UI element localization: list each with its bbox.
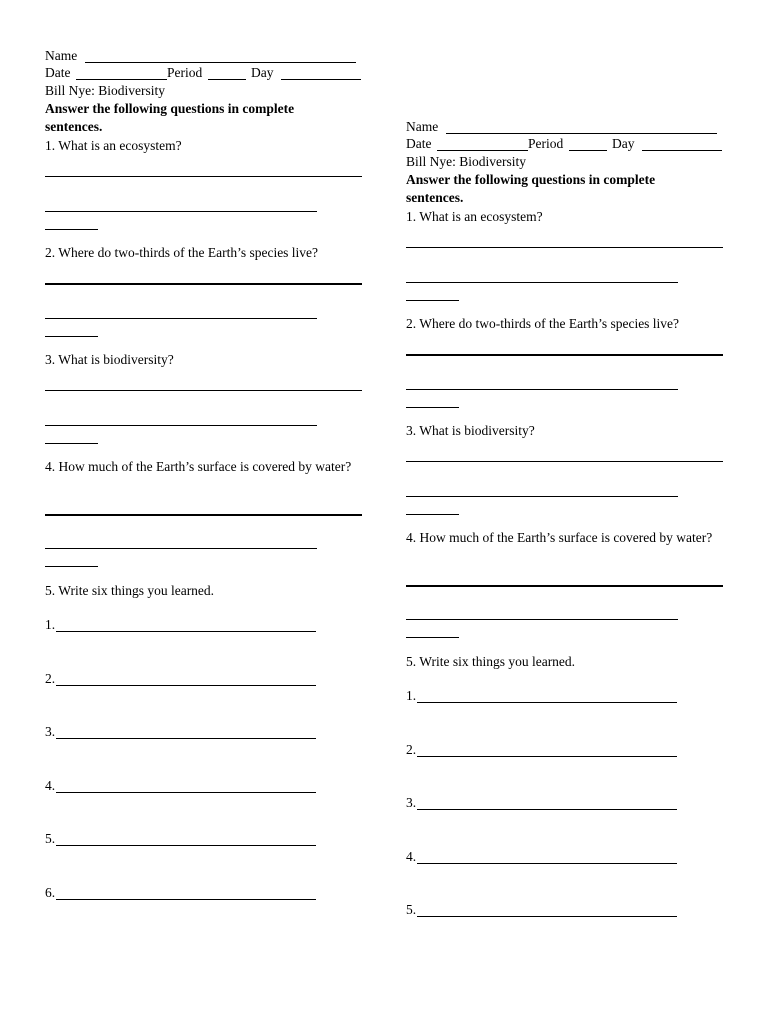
question-2 xyxy=(45,243,365,350)
answer-line[interactable] xyxy=(406,354,723,356)
question-4 xyxy=(406,528,726,652)
learned-item xyxy=(406,741,726,795)
answer-line[interactable] xyxy=(417,702,677,703)
answer-line[interactable] xyxy=(406,514,459,515)
answer-line[interactable] xyxy=(45,283,362,285)
learned-item xyxy=(45,830,365,884)
answer-line[interactable] xyxy=(406,496,678,497)
date-row xyxy=(45,64,365,81)
learned-item xyxy=(45,884,365,938)
name-field[interactable] xyxy=(85,62,356,63)
worksheet-left xyxy=(45,47,365,937)
learned-item xyxy=(45,670,365,724)
learned-item xyxy=(406,687,726,741)
answer-line[interactable] xyxy=(56,685,316,686)
answer-line[interactable] xyxy=(406,585,723,587)
answer-line[interactable] xyxy=(406,389,678,390)
subtitle: Bill Nye: Biodiversity xyxy=(45,82,165,98)
answer-line[interactable] xyxy=(45,443,98,444)
item-number: 1. xyxy=(45,617,56,633)
date-row xyxy=(406,135,726,152)
date-field[interactable] xyxy=(437,150,528,151)
worksheet-right xyxy=(406,118,726,955)
item-number: 5. xyxy=(45,831,56,847)
question-5 xyxy=(45,581,365,616)
day-field[interactable] xyxy=(281,79,361,80)
item-number: 6. xyxy=(45,884,56,900)
question-text: 2. Where do two-thirds of the Earth’s species live? xyxy=(45,245,319,261)
name-row xyxy=(406,118,726,135)
answer-line[interactable] xyxy=(406,300,459,301)
instructions: Answer the following questions in complete sentences. xyxy=(45,101,295,135)
question-text: 3. What is biodiversity? xyxy=(406,423,535,439)
date-label: Date xyxy=(406,136,432,152)
answer-line[interactable] xyxy=(56,792,316,793)
date-label: Date xyxy=(45,65,71,81)
answer-line[interactable] xyxy=(406,619,678,620)
period-field[interactable] xyxy=(208,79,246,80)
period-label: Period xyxy=(167,65,203,81)
answer-line[interactable] xyxy=(417,916,677,917)
learned-item xyxy=(406,794,726,848)
name-label: Name xyxy=(45,48,78,63)
question-text: 2. Where do two-thirds of the Earth’s species live? xyxy=(406,316,680,332)
day-label: Day xyxy=(251,65,274,81)
item-number: 3. xyxy=(406,795,417,811)
answer-line[interactable] xyxy=(45,514,362,516)
name-field[interactable] xyxy=(446,133,717,134)
learned-item xyxy=(406,901,726,955)
day-field[interactable] xyxy=(642,150,722,151)
name-row xyxy=(45,47,365,64)
answer-line[interactable] xyxy=(417,863,677,864)
answer-line[interactable] xyxy=(406,637,459,638)
date-field[interactable] xyxy=(76,79,167,80)
question-1 xyxy=(406,207,726,314)
answer-line[interactable] xyxy=(45,211,317,212)
question-text: 5. Write six things you learned. xyxy=(45,583,215,599)
answer-line[interactable] xyxy=(45,425,317,426)
answer-line[interactable] xyxy=(406,461,723,462)
learned-item xyxy=(406,848,726,902)
question-text: 1. What is an ecosystem? xyxy=(406,209,543,225)
question-text: 4. How much of the Earth’s surface is covered by water? xyxy=(45,459,352,475)
answer-line[interactable] xyxy=(56,631,316,632)
answer-line[interactable] xyxy=(417,809,677,810)
answer-line[interactable] xyxy=(45,176,362,177)
question-text: 5. Write six things you learned. xyxy=(406,654,576,670)
name-label: Name xyxy=(406,119,439,134)
item-number: 1. xyxy=(406,688,417,704)
question-5 xyxy=(406,652,726,687)
answer-line[interactable] xyxy=(406,247,723,248)
answer-line[interactable] xyxy=(417,756,677,757)
answer-line[interactable] xyxy=(406,282,678,283)
instructions: Answer the following questions in complete sentences. xyxy=(406,172,656,206)
answer-line[interactable] xyxy=(45,336,98,337)
learned-item xyxy=(45,616,365,670)
item-number: 2. xyxy=(406,741,417,757)
item-number: 4. xyxy=(45,777,56,793)
item-number: 4. xyxy=(406,848,417,864)
answer-line[interactable] xyxy=(45,548,317,549)
period-field[interactable] xyxy=(569,150,607,151)
learned-item xyxy=(45,777,365,831)
answer-line[interactable] xyxy=(56,845,316,846)
question-3 xyxy=(45,350,365,457)
question-2 xyxy=(406,314,726,421)
answer-line[interactable] xyxy=(45,566,98,567)
item-number: 2. xyxy=(45,670,56,686)
answer-line[interactable] xyxy=(45,229,98,230)
answer-line[interactable] xyxy=(45,390,362,391)
question-4 xyxy=(45,457,365,581)
question-3 xyxy=(406,421,726,528)
item-number: 3. xyxy=(45,724,56,740)
item-number: 5. xyxy=(406,902,417,918)
answer-line[interactable] xyxy=(406,407,459,408)
question-1 xyxy=(45,136,365,243)
question-text: 3. What is biodiversity? xyxy=(45,352,174,368)
subtitle: Bill Nye: Biodiversity xyxy=(406,153,526,169)
answer-line[interactable] xyxy=(56,899,316,900)
answer-line[interactable] xyxy=(56,738,316,739)
question-text: 4. How much of the Earth’s surface is covered by water? xyxy=(406,530,713,546)
day-label: Day xyxy=(612,136,635,152)
answer-line[interactable] xyxy=(45,318,317,319)
learned-item xyxy=(45,723,365,777)
period-label: Period xyxy=(528,136,564,152)
question-text: 1. What is an ecosystem? xyxy=(45,138,182,154)
